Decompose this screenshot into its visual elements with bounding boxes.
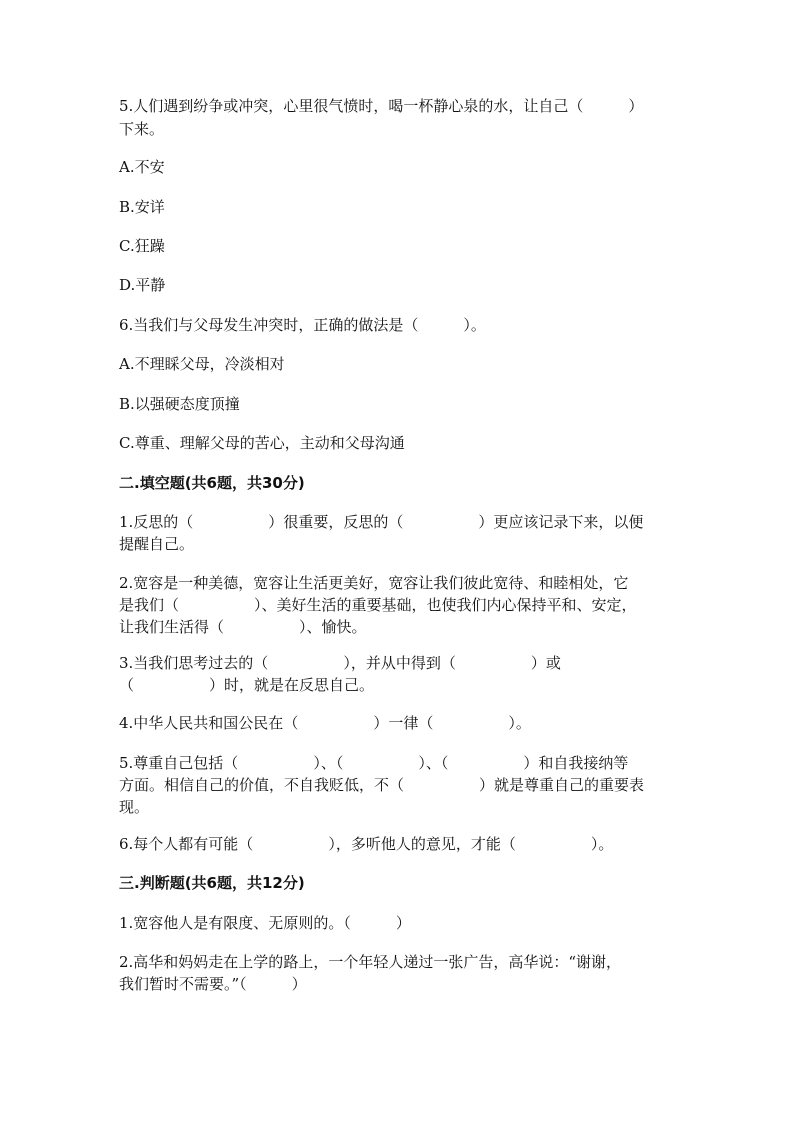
question-5-option-d: D.平静	[119, 276, 166, 294]
fill-2-line-1: 2.宽容是一种美德，宽容让生活更美好，宽容让我们彼此宽待、和睦相处，它	[119, 574, 629, 592]
judge-2-line-1: 2.高华和妈妈走在上学的路上，一个年轻人递过一张广告，高华说：“谢谢，	[119, 953, 621, 971]
question-5-option-b: B.安详	[119, 198, 165, 216]
fill-1-line-2: 提醒自己。	[119, 535, 195, 553]
question-6-option-c: C.尊重、理解父母的苦心，主动和父母沟通	[119, 434, 405, 452]
judge-2-line-2: 我们暂时不需要。”（ ）	[119, 975, 307, 993]
fill-4-line-1: 4.中华人民共和国公民在（ ）一律（ ）。	[119, 714, 531, 732]
fill-1-line-1: 1.反思的（ ）很重要，反思的（ ）更应该记录下来，以便	[119, 513, 644, 531]
question-5-line-1: 5.人们遇到纷争或冲突，心里很气愤时，喝一杯静心泉的水，让自己（ ）	[119, 97, 644, 115]
question-6-option-a: A.不理睬父母，冷淡相对	[119, 355, 285, 373]
question-6-text: 6.当我们与父母发生冲突时，正确的做法是（ ）。	[119, 316, 486, 334]
fill-3-line-2: （ ）时，就是在反思自己。	[119, 676, 375, 694]
question-5-line-2: 下来。	[119, 120, 165, 138]
fill-6-line-1: 6.每个人都有可能（ ），多听他人的意见，才能（ ）。	[119, 835, 614, 853]
fill-2-line-3: 让我们生活得（ ）、愉快。	[119, 618, 367, 636]
fill-5-line-1: 5.尊重自己包括（ ）、（ ）、（ ）和自我接纳等	[119, 754, 629, 772]
fill-5-line-3: 现。	[119, 798, 150, 816]
judge-1-line-1: 1.宽容他人是有限度、无原则的。（ ）	[119, 914, 411, 932]
question-6-option-b: B.以强硬态度顶撞	[119, 395, 240, 413]
section-2-title: 二.填空题(共6题，共30分)	[119, 474, 305, 492]
fill-5-line-2: 方面。相信自己的价值，不自我贬低，不（ ）就是尊重自己的重要表	[119, 776, 645, 794]
section-3-title: 三.判断题(共6题，共12分)	[119, 874, 305, 892]
question-5-option-a: A.不安	[119, 158, 165, 176]
question-5-option-c: C.狂躁	[119, 237, 165, 255]
fill-2-line-2: 是我们（ ）、美好生活的重要基础，也使我们内心保持平和、安定，	[119, 596, 637, 614]
fill-3-line-1: 3.当我们思考过去的（ ），并从中得到（ ）或	[119, 654, 561, 672]
